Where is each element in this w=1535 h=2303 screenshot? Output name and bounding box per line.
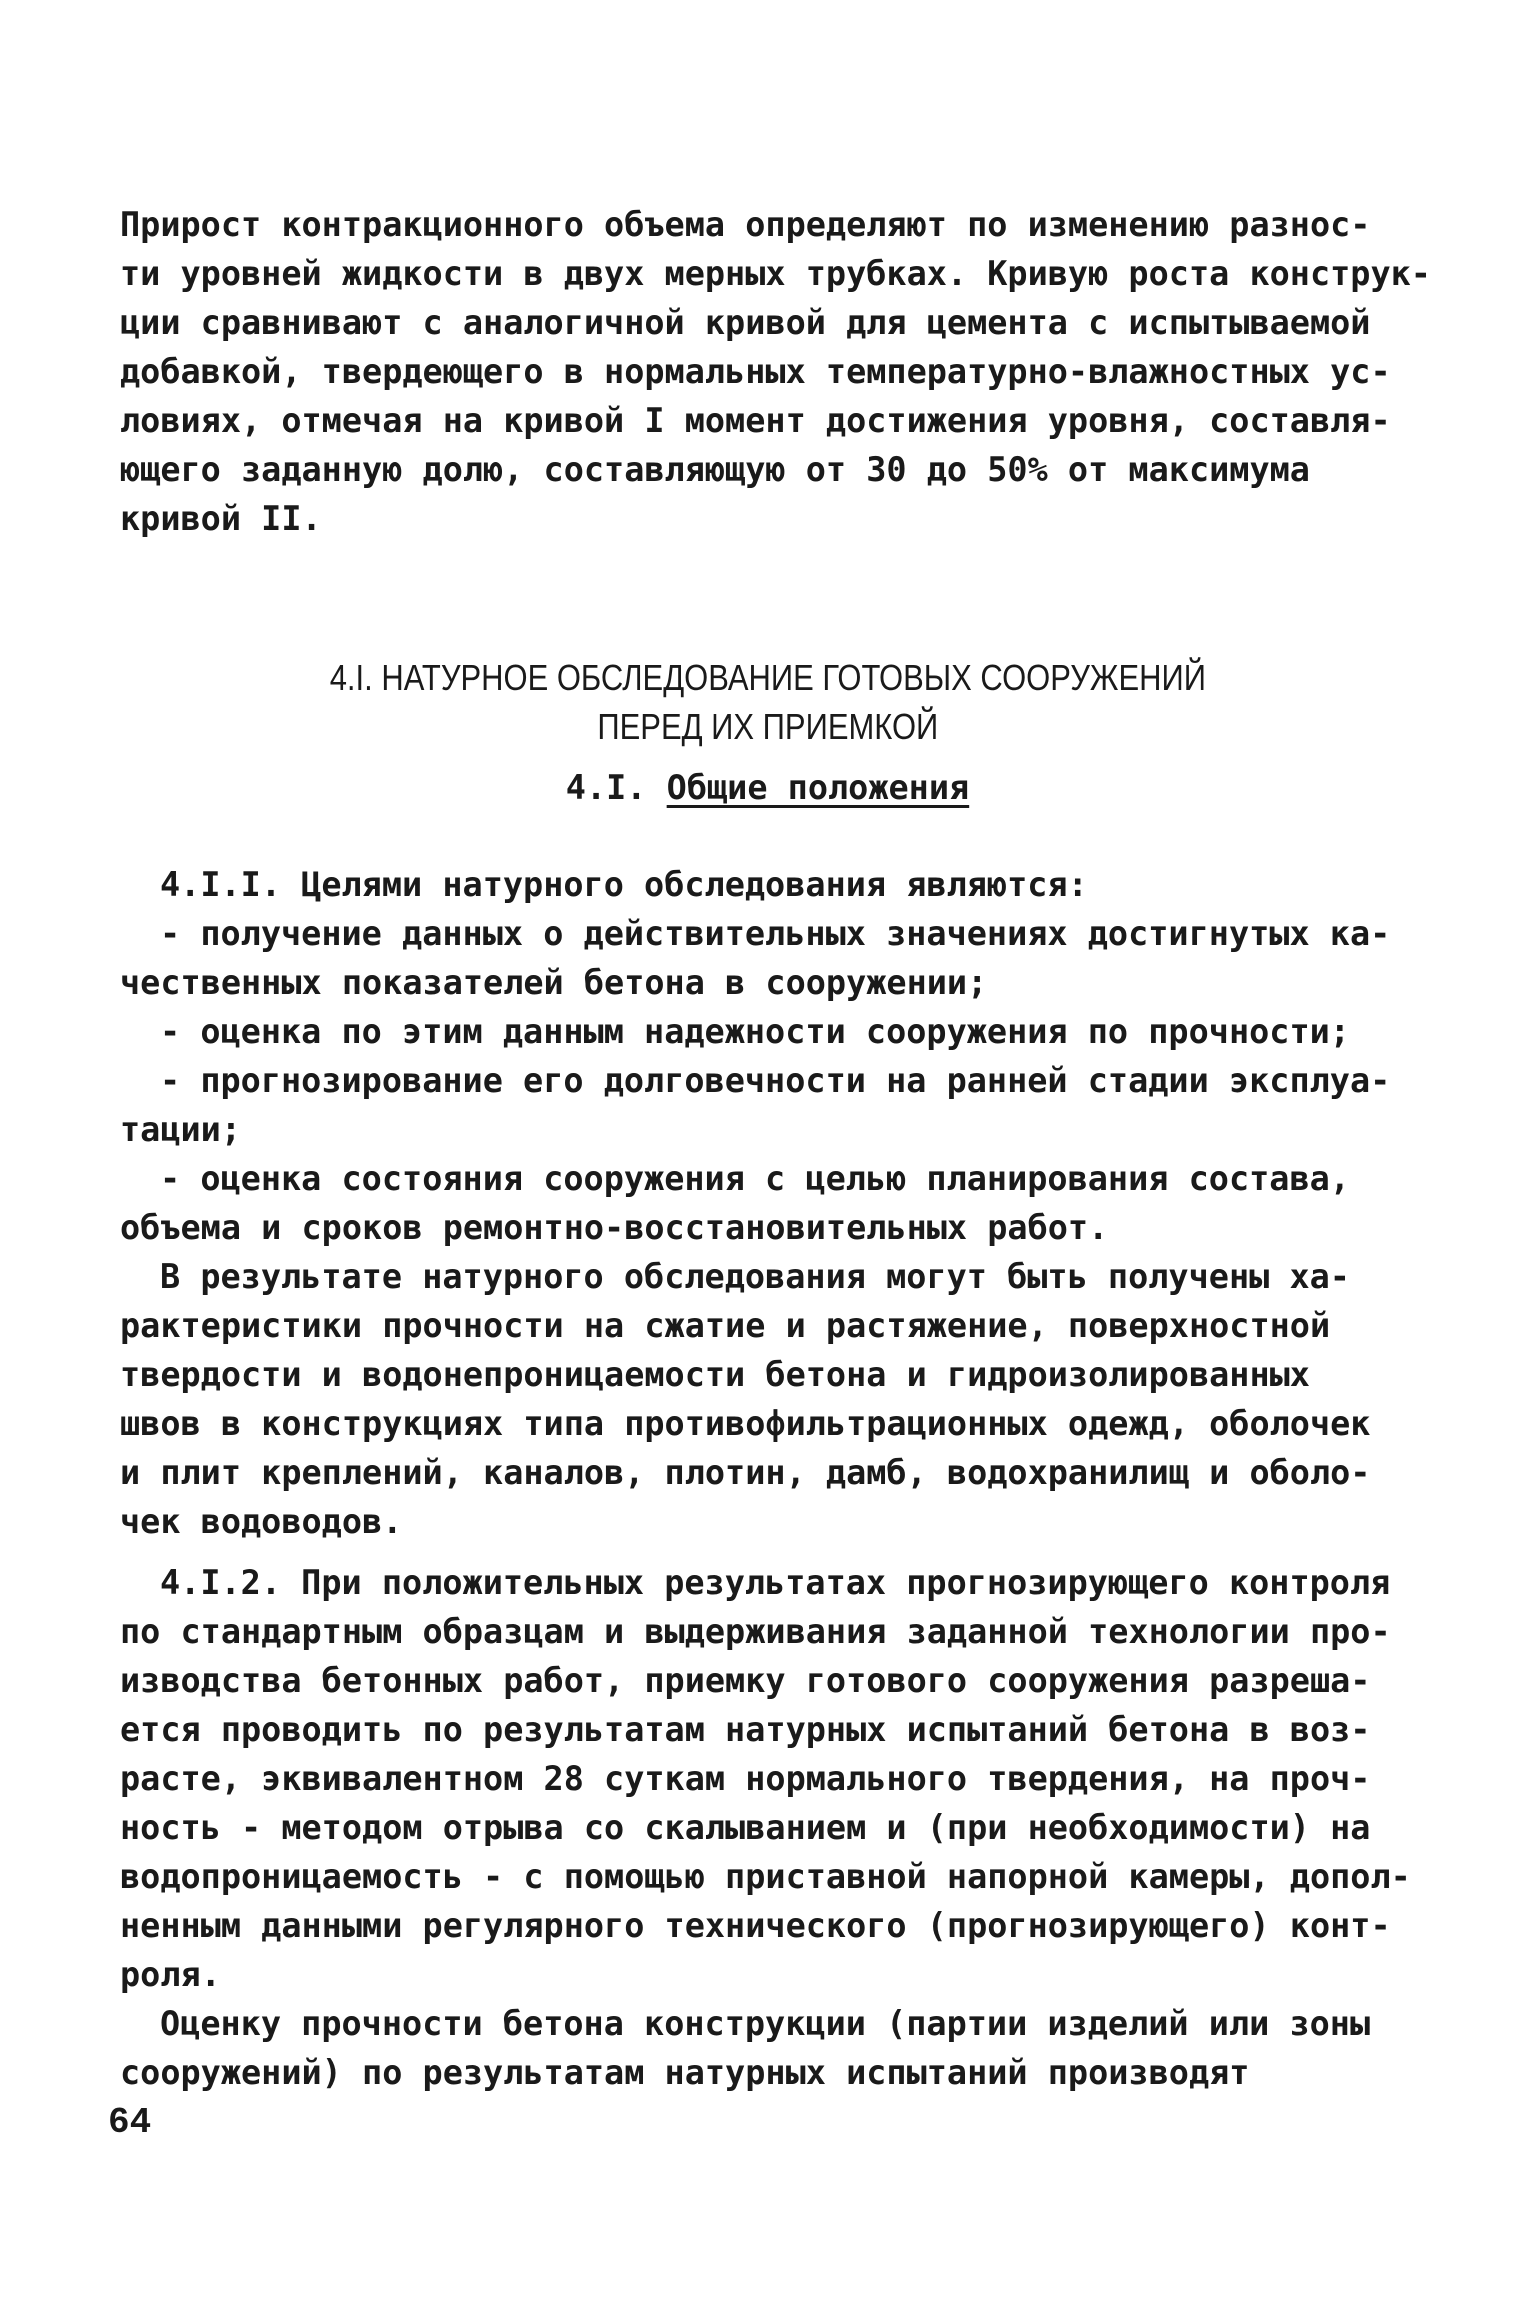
subsection-title: Общие положения <box>666 768 970 807</box>
page-number: 64 <box>108 2102 152 2143</box>
text-line: Прирост контракционного объема определяют по изменению разнос- <box>120 205 1371 244</box>
text-line: ти уровней жидкости в двух мерных трубках. Кривую роста конструк- <box>120 254 1431 293</box>
text-line: объема и сроков ремонтно-восстановительных работ. <box>120 1208 1109 1247</box>
text-line: по стандартным образцам и выдерживания заданной технологии про- <box>120 1612 1391 1651</box>
text-line: твердости и водонепроницаемости бетона и гидроизолированных <box>120 1355 1310 1394</box>
text-line: чественных показателей бетона в сооружении; <box>120 963 988 1002</box>
text-line: - оценка состояния сооружения с целью планирования состава, <box>160 1159 1350 1198</box>
text-line: кривой II. <box>120 499 322 538</box>
text-line: Оценку прочности бетона конструкции (партии изделий или зоны <box>160 2004 1371 2043</box>
text-line: добавкой, твердеющего в нормальных температурно-влажностных ус- <box>120 352 1391 391</box>
text-line: ющего заданную долю, составляющую от 30 до 50% от максимума <box>120 450 1310 489</box>
text-line: роля. <box>120 1955 221 1994</box>
text-line: ется проводить по результатам натурных испытаний бетона в воз- <box>120 1710 1371 1749</box>
text-line: - оценка по этим данным надежности сооружения по прочности; <box>160 1012 1350 1051</box>
text-line: ность - методом отрыва со скалыванием и (при необходимости) на <box>120 1808 1371 1847</box>
text-line: В результате натурного обследования могут быть получены ха- <box>160 1257 1350 1296</box>
section-heading-line-2: ПЕРЕД ИХ ПРИЕМКОЙ <box>597 706 939 747</box>
text-line: ции сравнивают с аналогичной кривой для цемента с испытываемой <box>120 303 1371 342</box>
subsection-heading <box>0 768 1535 808</box>
subsection-number: 4.I. <box>565 768 647 807</box>
text-line: и плит креплений, каналов, плотин, дамб, водохранилищ и оболо- <box>120 1453 1371 1492</box>
text-line: расте, эквивалентном 28 суткам нормального твердения, на проч- <box>120 1759 1371 1798</box>
text-line: чек водоводов. <box>120 1502 403 1541</box>
text-line: водопроницаемость - с помощью приставной напорной камеры, допол- <box>120 1857 1411 1896</box>
text-line: ненным данными регулярного технического (прогнозирующего) конт- <box>120 1906 1391 1945</box>
text-line: 4.I.I. Целями натурного обследования являются: <box>160 865 1088 904</box>
text-line: - получение данных о действительных значениях достигнутых ка- <box>160 914 1391 953</box>
text-line: 4.I.2. При положительных результатах прогнозирующего контроля <box>160 1563 1391 1602</box>
text-line: ловиях, отмечая на кривой I момент достижения уровня, составля- <box>120 401 1391 440</box>
text-line: рактеристики прочности на сжатие и растяжение, поверхностной <box>120 1306 1331 1345</box>
section-heading: 4.I. НАТУРНОЕ ОБСЛЕДОВАНИЕ ГОТОВЫХ СООРУЖЕНИЙ <box>329 657 1206 698</box>
text-line: швов в конструкциях типа противофильтрационных одежд, оболочек <box>120 1404 1371 1443</box>
text-line: тации; <box>120 1110 242 1149</box>
text-line: сооружений) по результатам натурных испытаний производят <box>120 2053 1250 2092</box>
text-line: - прогнозирование его долговечности на ранней стадии эксплуа- <box>160 1061 1391 1100</box>
text-line: изводства бетонных работ, приемку готового сооружения разреша- <box>120 1661 1371 1700</box>
